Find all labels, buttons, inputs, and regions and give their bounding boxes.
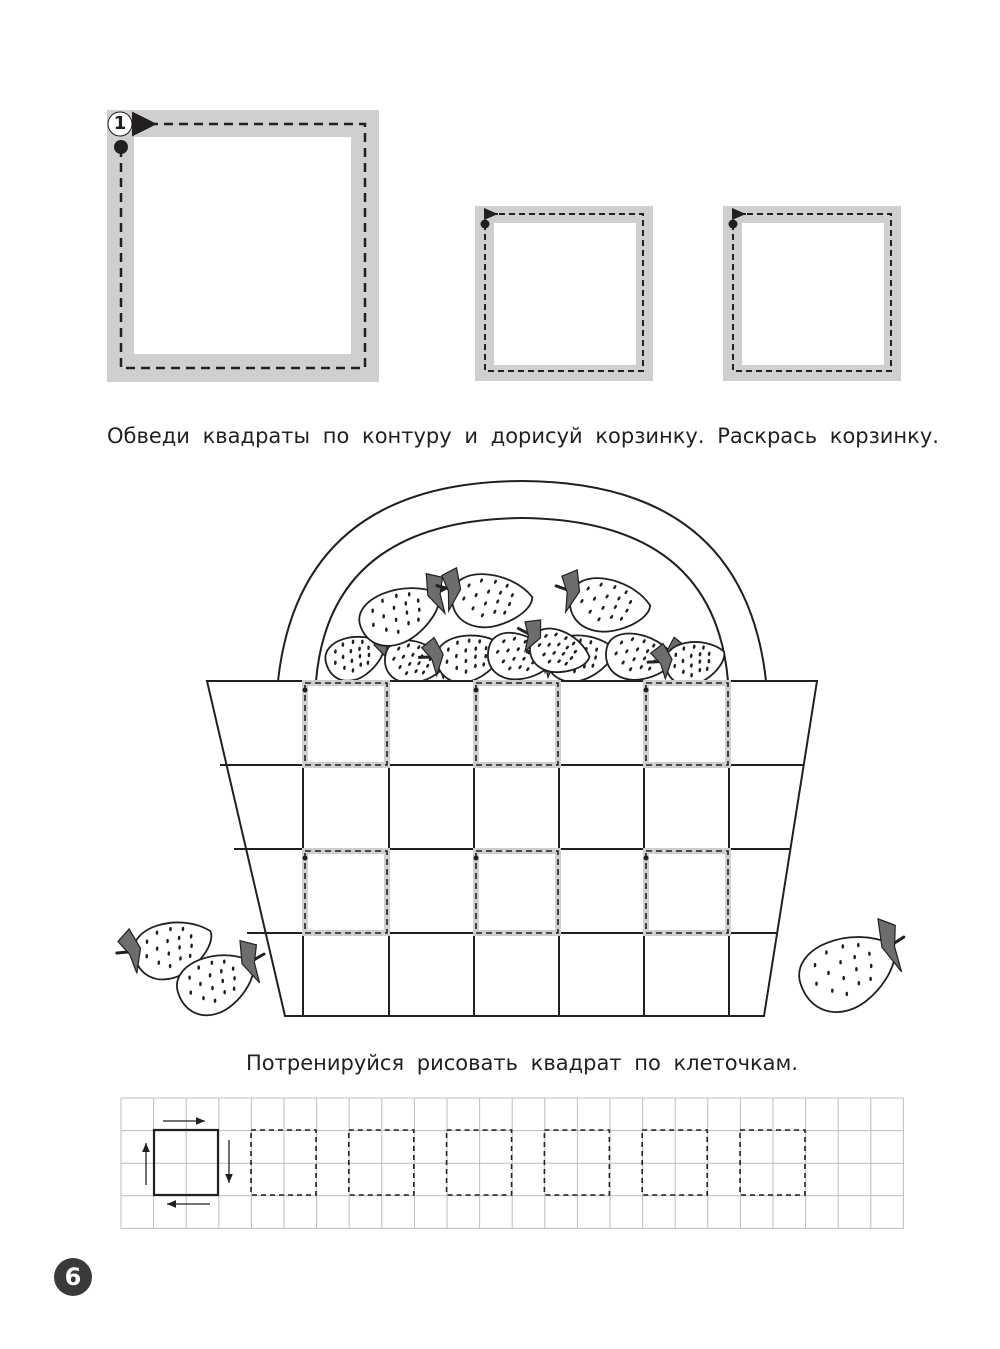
strawberry-icon [789, 913, 921, 1023]
start-dot-icon [474, 688, 479, 693]
trace-square-large[interactable] [107, 110, 379, 382]
start-dot-icon [303, 856, 308, 861]
instruction-trace-and-draw: Обведи квадраты по контуру и дорисуй корзинку. Раскрась корзинку. [107, 424, 939, 448]
start-dot-icon [114, 140, 128, 154]
instruction-practice: Потренируйся рисовать квадрат по клеточкам. [246, 1051, 799, 1075]
start-dot-icon [644, 688, 649, 693]
strawberry-icon [434, 566, 535, 631]
page-number: 6 [54, 1258, 92, 1296]
trace-square-medium-2[interactable] [723, 206, 901, 381]
strawberry-icon [550, 567, 655, 640]
start-number-label: 1 [113, 113, 127, 134]
start-dot-icon [644, 856, 649, 861]
example-square [146, 1121, 229, 1204]
practice-grid[interactable] [121, 1098, 903, 1228]
start-dot-icon [303, 688, 308, 693]
start-dot-icon [729, 220, 738, 229]
trace-square-medium-1[interactable] [475, 206, 653, 381]
start-dot-icon [474, 856, 479, 861]
basket-strawberries [320, 566, 728, 692]
start-dot-icon [481, 220, 490, 229]
